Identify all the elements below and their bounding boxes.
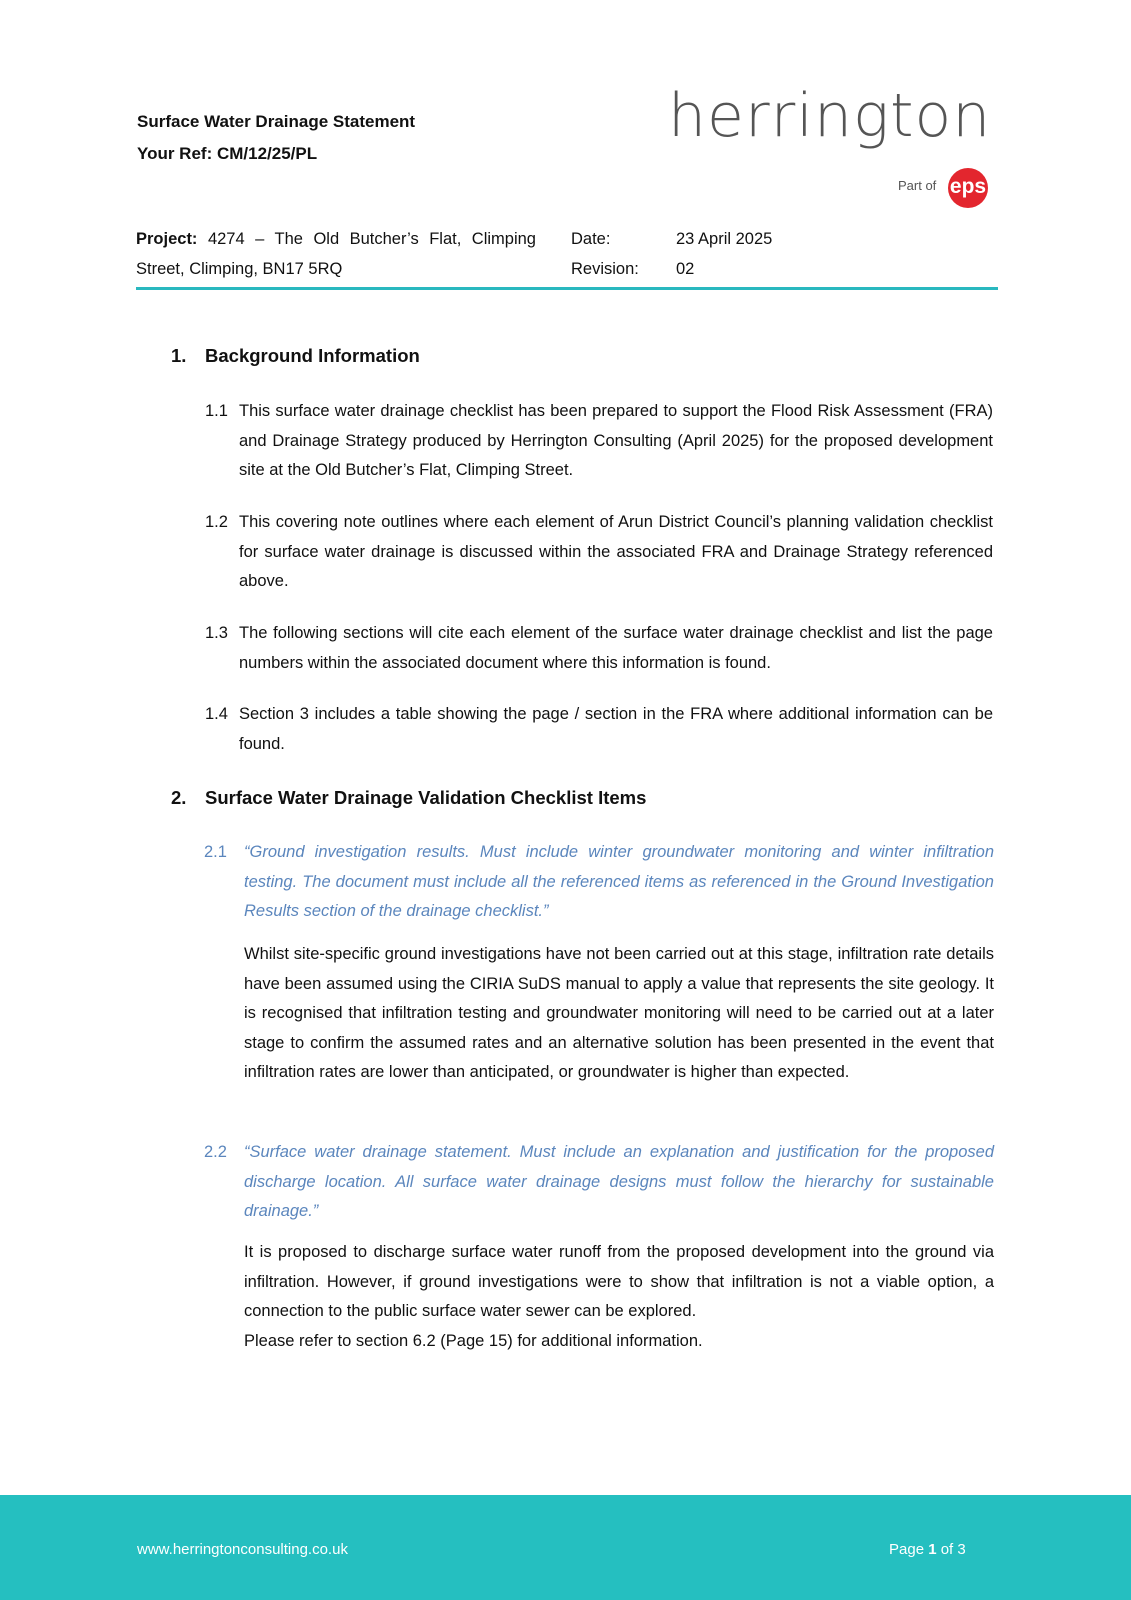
checklist-item-2-1-response (244, 940, 994, 1088)
paragraph-number: 1.1 (205, 402, 228, 420)
checklist-item-2-1-quote (204, 838, 994, 927)
page-mid: of (936, 1541, 958, 1558)
response-reference: Please refer to section 6.2 (Page 15) for additional information. (244, 1331, 703, 1350)
paragraph-1-1 (205, 397, 993, 486)
quote-text: “Ground investigation results. Must include winter groundwater monitoring and winter infiltration testing. The document must include all the referenced items as referenced in the Ground Investigation Results section of the drainage checklist.” (244, 843, 994, 920)
response-text: It is proposed to discharge surface water runoff from the proposed development into the ground via infiltration. However, if ground investigations were to show that infiltration is not a viable option, a connection to the public surface water sewer can be explored. (244, 1243, 994, 1320)
page-total: 3 (957, 1541, 966, 1558)
herrington-logo (668, 81, 992, 210)
paragraph-text: Section 3 includes a table showing the page / section in the FRA where additional information can be found. (239, 705, 993, 753)
page-indicator (889, 1541, 966, 1558)
section-1-heading (171, 345, 420, 367)
paragraph-text: This surface water drainage checklist has been prepared to support the Flood Risk Assessment (FRA) and Drainage Strategy produced by Herrington Consulting (April 2025) for the proposed development site at the Old Butcher’s Flat, Climping Street. (239, 402, 993, 479)
eps-logo-badge: eps (948, 168, 988, 208)
logo-wordmark: herrington (668, 81, 992, 151)
page-prefix: Page (889, 1541, 929, 1558)
project-text: 4274 – The Old Butcher’s Flat, Climping Street, Climping, BN17 5RQ (136, 230, 536, 278)
checklist-item-2-2-response (244, 1238, 994, 1356)
project-label: Project: (136, 230, 198, 248)
response-text: Whilst site-specific ground investigations have not been carried out at this stage, infiltration rate details have been assumed using the CIRIA SuDS manual to apply a value that represents the site geology. It is recognised that infiltration testing and groundwater monitoring will need to be carried out at a later stage to confirm the assumed rates and an alternative solution has been presented in the event that infiltration rates are lower than anticipated, or groundwater is higher than expected. (244, 945, 994, 1081)
document-reference: Your Ref: CM/12/25/PL (137, 144, 318, 163)
section-number: 1. (171, 345, 187, 366)
logo-part-of: Part of (898, 178, 937, 193)
item-number: 2.2 (204, 1143, 227, 1161)
checklist-item-2-2-quote (204, 1138, 994, 1227)
section-title: Surface Water Drainage Validation Checklist Items (205, 787, 647, 808)
page-footer (0, 1495, 1131, 1600)
section-2-heading (171, 787, 646, 809)
website-link[interactable]: www.herringtonconsulting.co.uk (137, 1541, 348, 1558)
paragraph-1-4 (205, 700, 993, 759)
section-title: Background Information (205, 345, 420, 366)
date-value: 23 April 2025 (676, 230, 773, 248)
paragraph-text: This covering note outlines where each element of Arun District Council’s planning validation checklist for surface water drainage is discussed within the associated FRA and Drainage Strategy referenced above. (239, 513, 993, 590)
revision-label: Revision: (571, 260, 639, 278)
paragraph-1-3 (205, 619, 993, 678)
item-number: 2.1 (204, 843, 227, 861)
document-title: Surface Water Drainage Statement (137, 112, 416, 131)
project-description (136, 224, 536, 284)
page-current: 1 (928, 1541, 937, 1558)
paragraph-number: 1.3 (205, 624, 228, 642)
paragraph-number: 1.2 (205, 513, 228, 531)
header-divider (136, 287, 998, 290)
revision-value: 02 (676, 260, 695, 278)
paragraph-1-2 (205, 508, 993, 597)
date-label: Date: (571, 230, 611, 248)
paragraph-number: 1.4 (205, 705, 228, 723)
paragraph-text: The following sections will cite each element of the surface water drainage checklist and list the page numbers within the associated document where this information is found. (239, 624, 993, 672)
document-header (137, 106, 415, 170)
quote-text: “Surface water drainage statement. Must include an explanation and justification for the proposed discharge location. All surface water drainage designs must follow the hierarchy for sustainable drainage.” (244, 1143, 994, 1220)
section-number: 2. (171, 787, 187, 808)
